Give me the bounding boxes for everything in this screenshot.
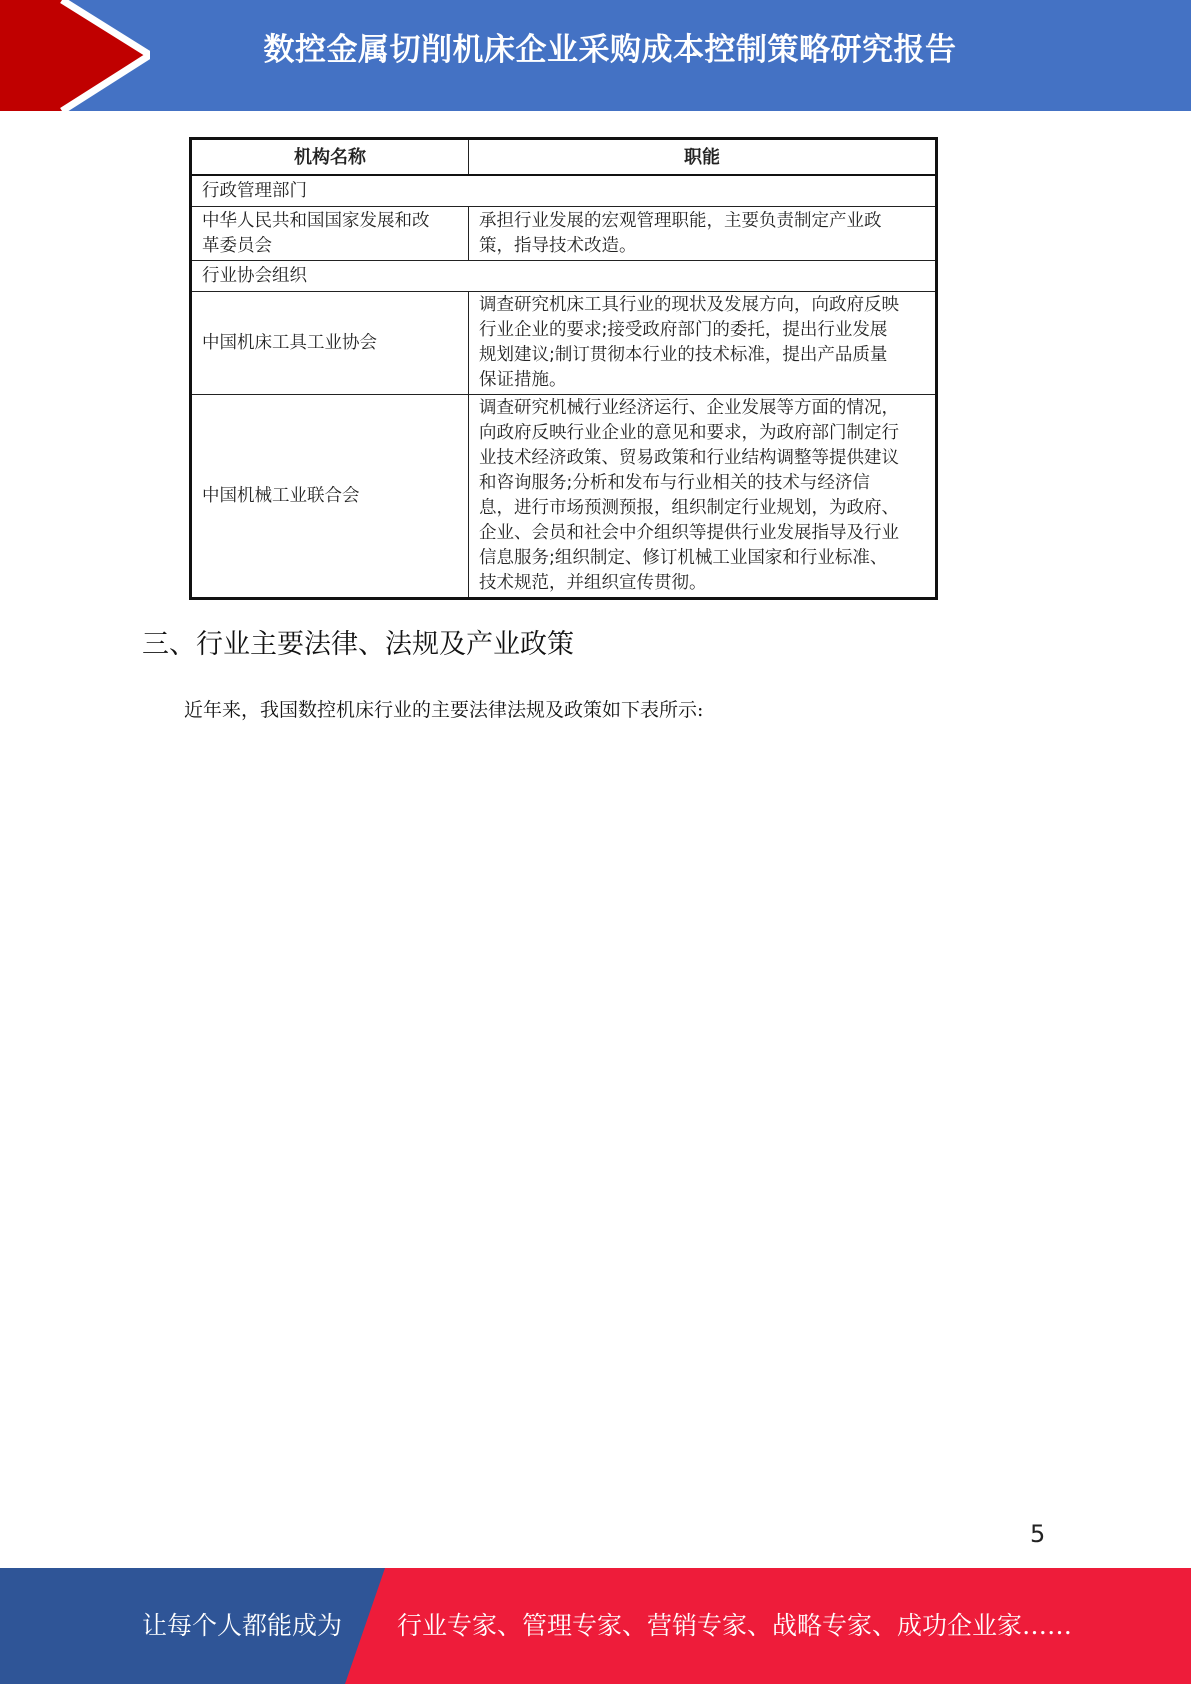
table-row	[191, 395, 937, 599]
org-name-cell	[191, 207, 469, 261]
function-line: 保证措施。	[479, 370, 567, 390]
function-line: 规划建议;制订贯彻本行业的技术标准，提出产品质量	[479, 345, 888, 365]
organization-table	[189, 137, 938, 600]
section-row	[191, 175, 937, 207]
function-line: 策，指导技术改造。	[479, 235, 637, 256]
table-header-row	[191, 139, 937, 176]
function-line: 息，进行市场预测预报，组织制定行业规划，为政府、	[479, 498, 899, 518]
org-name-cell	[191, 292, 469, 395]
org-name-line: 中华人民共和国国家发展和改	[202, 210, 430, 231]
function-line: 信息服务;组织制定、修订机械工业国家和行业标准、	[479, 548, 888, 568]
org-name-cell	[191, 395, 469, 599]
org-function-cell	[469, 292, 937, 395]
org-name-line: 中国机床工具工业协会	[202, 332, 377, 353]
intro-paragraph: 近年来，我国数控机床行业的主要法律法规及政策如下表所示:	[184, 699, 704, 721]
function-line: 业技术经济政策、贸易政策和行业结构调整等提供建议	[479, 448, 899, 468]
report-title: 数控金属切削机床企业采购成本控制策略研究报告	[263, 32, 957, 68]
footer-slogan-left: 让每个人都能成为	[142, 1611, 343, 1640]
function-line: 技术规范，并组织宣传贯彻。	[479, 573, 707, 593]
header-chevron-decoration	[0, 0, 150, 111]
function-line: 调查研究机械行业经济运行、企业发展等方面的情况，	[479, 398, 899, 418]
column-header-function: 职能	[469, 139, 937, 176]
section-heading: 三、行业主要法律、法规及产业政策	[142, 629, 574, 660]
table-row	[191, 292, 937, 395]
section-title: 行政管理部门	[191, 175, 937, 207]
footer-slogan-right: 行业专家、管理专家、营销专家、战略专家、成功企业家……	[397, 1611, 1073, 1640]
section-row	[191, 261, 937, 292]
org-name-line: 中国机械工业联合会	[202, 485, 360, 506]
page-number: 5	[1030, 1520, 1046, 1548]
org-name-line: 革委员会	[202, 235, 272, 256]
organization-table-container	[189, 137, 938, 600]
section-title: 行业协会组织	[191, 261, 937, 292]
function-line: 和咨询服务;分析和发布与行业相关的技术与经济信	[479, 473, 870, 493]
function-line: 向政府反映行业企业的意见和要求，为政府部门制定行	[479, 423, 899, 443]
function-line: 行业企业的要求;接受政府部门的委托，提出行业发展	[479, 320, 888, 340]
function-line: 企业、会员和社会中介组织等提供行业发展指导及行业	[479, 523, 899, 543]
org-function-cell	[469, 395, 937, 599]
header-banner	[0, 0, 1191, 111]
function-line: 调查研究机床工具行业的现状及发展方向，向政府反映	[479, 295, 899, 315]
footer-banner	[0, 1568, 1191, 1684]
column-header-name: 机构名称	[191, 139, 469, 176]
org-function-cell	[469, 207, 937, 261]
function-line: 承担行业发展的宏观管理职能，主要负责制定产业政	[479, 210, 882, 231]
table-row	[191, 207, 937, 261]
